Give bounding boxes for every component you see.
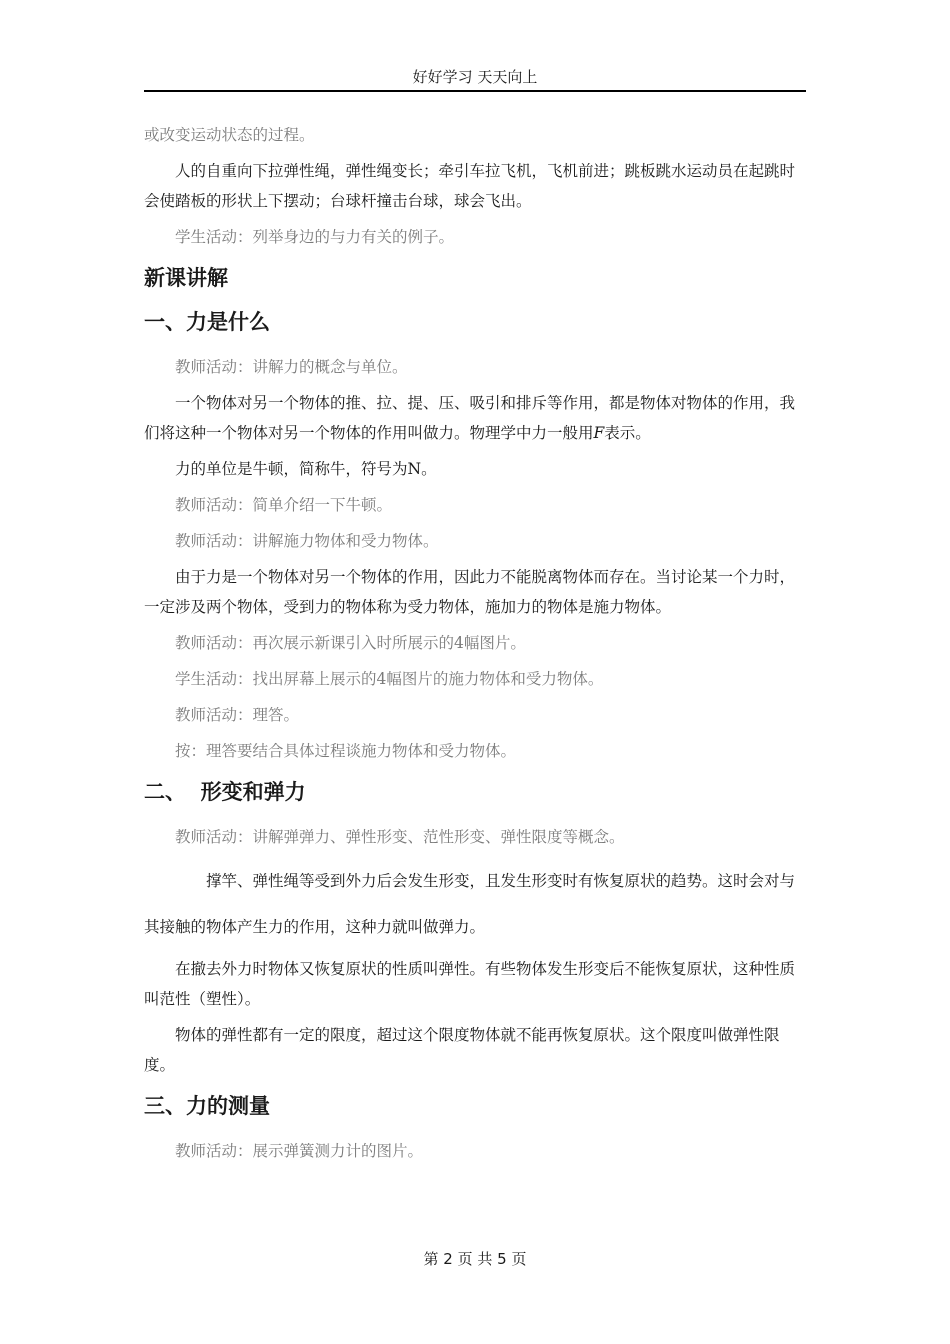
teacher-activity: 教师活动：讲解弹弹力、弹性形变、范性形变、弹性限度等概念。 — [175, 828, 625, 846]
definition-text-end: 表示。 — [604, 424, 651, 442]
page-footer: 第 2 页 共 5 页 — [423, 1250, 527, 1268]
paragraph-examples: 人的自重向下拉弹性绳，弹性绳变长；牵引车拉飞机，飞机前进；跳板跳水运动员在起跳时会使踏板的形状上下摆动；台球杆撞击台球，球会飞出。 — [144, 162, 796, 210]
section-heading-new-lesson: 新课讲解 — [144, 266, 228, 290]
definition-text: 一个物体对另一个物体的推、拉、提、压、吸引和排斥等作用，都是物体对物体的作用，我们将这种一个物体对另一个物体的作用叫做力。物理学中力一般用 — [144, 394, 796, 442]
teacher-activity: 教师活动：展示弹簧测力计的图片。 — [175, 1142, 424, 1160]
section-heading-deformation: 二、 形变和弹力 — [144, 780, 306, 804]
student-activity: 学生活动：列举身边的与力有关的例子。 — [175, 228, 455, 246]
teacher-activity: 教师活动：讲解施力物体和受力物体。 — [175, 532, 439, 550]
teacher-activity: 教师活动：理答。 — [175, 706, 300, 724]
paragraph-force-unit: 力的单位是牛顿，简称牛，符号为N。 — [175, 460, 437, 478]
student-activity: 学生活动：找出屏幕上展示的4幅图片的施力物体和受力物体。 — [175, 670, 604, 688]
document-body — [144, 120, 806, 1172]
paragraph-force-definition — [144, 388, 806, 448]
teacher-activity: 教师活动：讲解力的概念与单位。 — [175, 358, 408, 376]
section-heading-what-is-force: 一、力是什么 — [144, 310, 270, 334]
page-header: 好好学习 天天向上 — [144, 66, 806, 92]
paragraph-elasticity: 在撤去外力时物体又恢复原状的性质叫弹性。有些物体发生形变后不能恢复原状，这种性质叫范性（塑性）。 — [144, 960, 796, 1008]
paragraph-elastic-force: 撑竿、弹性绳等受到外力后会发生形变，且发生形变时有恢复原状的趋势。这时会对与其接触的物体产生力的作用，这种力就叫做弹力。 — [144, 872, 796, 936]
teacher-activity: 教师活动：简单介绍一下牛顿。 — [175, 496, 393, 514]
section-heading-force-measurement: 三、力的测量 — [144, 1094, 270, 1118]
paragraph-elastic-limit: 物体的弹性都有一定的限度，超过这个限度物体就不能再恢复原状。这个限度叫做弹性限度。 — [144, 1026, 780, 1074]
note: 按：理答要结合具体过程谈施力物体和受力物体。 — [175, 742, 517, 760]
paragraph-continuation: 或改变运动状态的过程。 — [144, 126, 315, 144]
paragraph-force-objects: 由于力是一个物体对另一个物体的作用，因此力不能脱离物体而存在。当讨论某一个力时，一定涉及两个物体，受到力的物体称为受力物体，施加力的物体是施力物体。 — [144, 568, 796, 616]
teacher-activity: 教师活动：再次展示新课引入时所展示的4幅图片。 — [175, 634, 526, 652]
force-symbol: F — [593, 424, 605, 442]
